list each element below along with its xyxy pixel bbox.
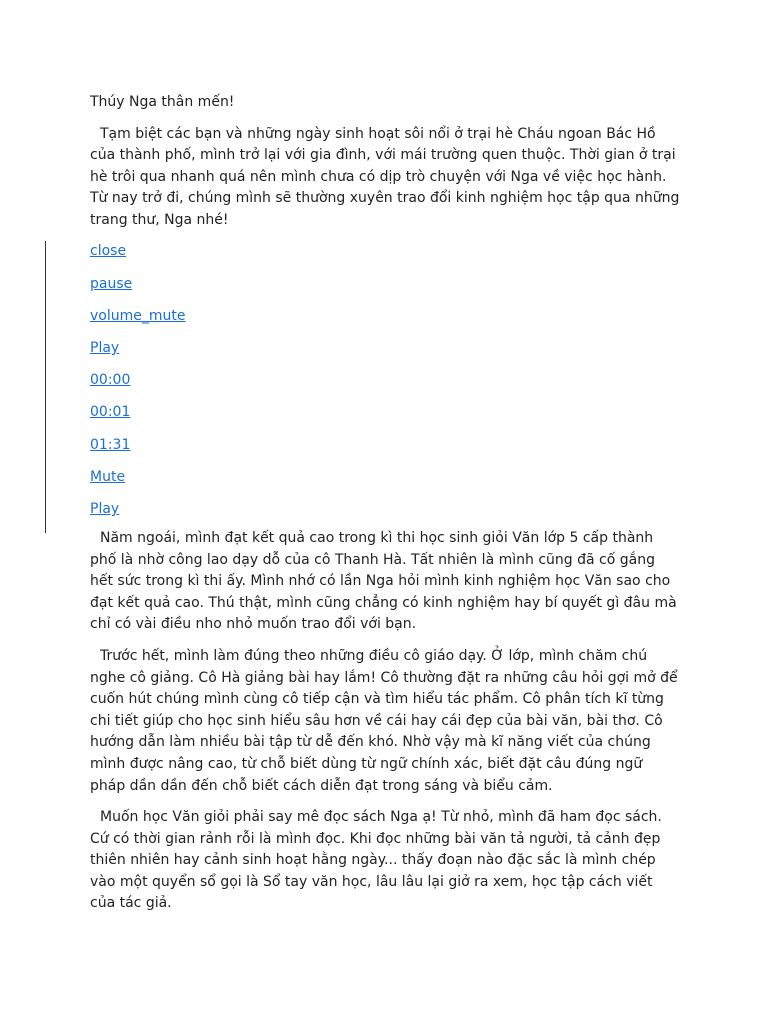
letter-greeting: Thúy Nga thân mến! — [90, 94, 235, 110]
close-button[interactable]: close — [90, 243, 127, 260]
play-button[interactable]: Play — [90, 340, 120, 357]
audio-player — [90, 241, 680, 518]
paragraph-1: Năm ngoái, mình đạt kết quả cao trong kì thi học sinh giỏi Văn lớp 5 cấp thành phố là nhờ công lao dạy dỗ của cô Thanh Hà. Tất nhiên là mình cũng đã cố gắng hết sức trong kì thi ấy. Mình nhớ có lần Nga hỏi mình kinh nghiệm học Văn sao cho đạt kết quả cao. Thú thật, mình cũng chẳng có kinh nghiệm hay bí quyết gì đâu mà chỉ có vài điều nho nhỏ muốn trao đổi với bạn. — [90, 529, 677, 633]
mute-button[interactable]: Mute — [90, 468, 126, 485]
time-total-link[interactable]: 01:31 — [90, 436, 131, 453]
paragraph-3: Muốn học Văn giỏi phải say mê đọc sách Nga ạ! Từ nhỏ, mình đã ham đọc sách. Cứ có thời gian rảnh rỗi là mình đọc. Khi đọc những bài văn tả người, tả cảnh đẹp thiên nhiên hay cảnh sinh hoạt hằng ngày... thấy đoạn nào đặc sắc là mình chép vào một quyển sổ gọi là Sổ tay văn học, lâu lâu lại giở ra xem, học tập cách viết của tác giả. — [90, 809, 662, 912]
pause-button[interactable]: pause — [90, 275, 133, 292]
time-start-link[interactable]: 00:00 — [90, 372, 131, 389]
player-divider — [45, 241, 46, 533]
letter-content — [90, 92, 680, 925]
play-button-secondary[interactable]: Play — [90, 500, 120, 517]
volume-mute-button[interactable]: volume_mute — [90, 307, 186, 324]
time-current-link[interactable]: 00:01 — [90, 404, 131, 421]
paragraph-2: Trước hết, mình làm đúng theo những điều cô giáo dạy. Ở lớp, mình chăm chú nghe cô giảng. Cô Hà giảng bài hay lắm! Cô thường đặt ra những câu hỏi gợi mở để cuốn hút chúng mình cùng cô tiếp cận và tìm hiểu tác phẩm. Cô phân tích kĩ từng chi tiết giúp cho học sinh hiểu sâu hơn về cái hay cái đẹp của bài văn, bài thơ. Cô hướng dẫn làm nhiều bài tập từ dễ đến khó. Nhờ vậy mà kĩ năng viết của chúng mình được nâng cao, từ chỗ biết dùng từ ngữ chính xác, biết đặt câu đúng ngữ pháp dần dần đến chỗ biết cách diễn đạt trong sáng và biểu cảm. — [90, 647, 678, 794]
intro-paragraph: Tạm biệt các bạn và những ngày sinh hoạt sôi nổi ở trại hè Cháu ngoan Bác Hồ của thành phố, mình trở lại với gia đình, với mái trường quen thuộc. Thời gian ở trại hè trôi qua nhanh quá nên mình chưa có dịp trò chuyện với Nga về việc học hành. Từ nay trở đi, chúng mình sẽ thường xuyên trao đổi kinh nghiệm học tập qua những trang thư, Nga nhé! — [90, 125, 680, 228]
